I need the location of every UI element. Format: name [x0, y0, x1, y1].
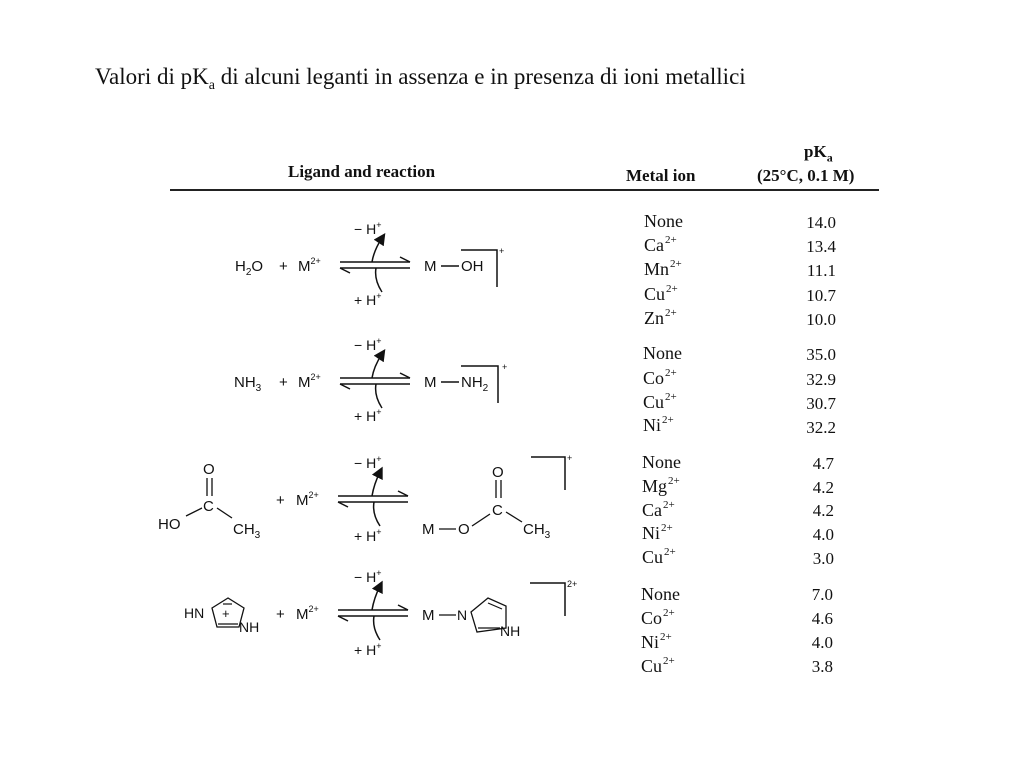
metal-ion: $Cu^{2+}$: [644, 283, 678, 304]
atom-c: C: [492, 502, 503, 519]
header-pka-text: pK: [804, 142, 827, 161]
metal-ion: $Ni^{2+}$: [641, 631, 672, 652]
pka-value: 10.0: [806, 310, 836, 329]
minus-h-label: − H+: [354, 568, 382, 585]
atom-hn: HN: [184, 605, 205, 621]
metal-ion: $Ni^{2+}$: [643, 414, 674, 435]
metal-ion: None: [644, 211, 683, 231]
reaction-water: [235, 220, 504, 308]
pka-value: 32.9: [806, 370, 836, 389]
atom-ho: HO: [158, 516, 181, 533]
title-text-post: di alcuni leganti in assenza e in presenza di ioni metallici: [214, 64, 746, 89]
header-ligand: Ligand and reaction: [288, 162, 436, 181]
pka-value: 3.8: [811, 657, 833, 676]
pka-value: 10.7: [806, 286, 836, 305]
pka-value: 11.1: [806, 261, 836, 280]
metal-ion: None: [642, 452, 681, 472]
metal-ion: $Ni^{2+}$: [642, 522, 673, 543]
product-m: M: [424, 374, 437, 391]
plus-sign: +: [276, 606, 285, 623]
atom-o: O: [203, 461, 215, 478]
plus-sign: +: [276, 492, 285, 509]
product-charge: +: [499, 246, 505, 256]
product-m: M: [424, 258, 437, 275]
pka-value: 4.2: [812, 501, 834, 520]
pka-value: 4.0: [812, 525, 834, 544]
metal-ion: $Cu^{2+}$: [642, 546, 676, 567]
metal-ion: None: [641, 584, 680, 604]
metal-ion: $Mn^{2+}$: [644, 258, 682, 279]
equilibrium-arrow: [338, 472, 408, 526]
pka-value: 35.0: [806, 345, 836, 364]
atom-nh: NH: [500, 623, 521, 639]
metal-m: $M^{2+}$: [298, 256, 321, 275]
atom-ch3: $CH_3$: [233, 521, 261, 541]
pka-value: 14.0: [806, 213, 836, 232]
title-subscript: a: [208, 78, 215, 93]
metal-m: $M^{2+}$: [296, 490, 319, 509]
product-m: M: [422, 521, 435, 538]
nh3-formula: $NH_3$: [234, 374, 262, 394]
minus-h-label: − H+: [354, 336, 382, 353]
header-metal: Metal ion: [626, 166, 696, 185]
reaction-imidazole: [184, 568, 577, 658]
header-pka-conditions: (25°C, 0.1 M): [757, 166, 855, 185]
atom-n: N: [457, 607, 468, 623]
plus-h-label: + H+: [354, 291, 382, 308]
plus-sign: +: [279, 374, 288, 391]
plus-h-label: + H+: [354, 641, 382, 658]
product-nh2: $NH_2$: [461, 374, 489, 394]
equilibrium-arrow: [340, 354, 410, 408]
metal-ion: None: [643, 343, 682, 363]
product-oh: OH: [461, 258, 484, 275]
reaction-acetic-acid: [158, 453, 572, 544]
atom-nh: NH: [239, 619, 260, 635]
metal-ion: $Zn^{2+}$: [644, 307, 677, 328]
pka-value: 4.6: [811, 609, 833, 628]
ring-charge: +: [222, 606, 230, 621]
pka-value: 30.7: [806, 394, 836, 413]
metal-ion: $Mg^{2+}$: [642, 475, 680, 496]
plus-h-label: + H+: [354, 527, 382, 544]
pka-value: 13.4: [806, 237, 836, 256]
pka-value: 4.0: [811, 633, 833, 652]
pka-value: 32.2: [806, 418, 836, 437]
product-charge: 2+: [567, 579, 578, 589]
reaction-ammonia: [234, 336, 507, 424]
pka-value: 4.7: [812, 454, 834, 473]
minus-h-label: − H+: [354, 220, 382, 237]
pka-value: 4.2: [812, 478, 834, 497]
equilibrium-arrow: [338, 586, 408, 640]
equilibrium-arrow: [340, 238, 410, 292]
header-pka-sub: a: [826, 150, 833, 165]
pka-value: 7.0: [811, 585, 833, 604]
metal-m: $M^{2+}$: [298, 372, 321, 391]
metal-ion: $Cu^{2+}$: [641, 655, 675, 676]
metal-ion: $Co^{2+}$: [641, 607, 675, 628]
product-charge: +: [502, 362, 508, 372]
h2o-formula: $H_2O$: [235, 258, 264, 278]
plus-sign: +: [279, 258, 288, 275]
pka-value: 3.0: [812, 549, 834, 568]
plus-h-label: + H+: [354, 407, 382, 424]
metal-ion: $Cu^{2+}$: [643, 391, 677, 412]
product-charge: +: [567, 453, 573, 463]
atom-o: O: [458, 521, 470, 538]
product-m: M: [422, 607, 435, 624]
atom-ch3: $CH_3$: [523, 521, 551, 541]
metal-ion: $Co^{2+}$: [643, 367, 677, 388]
metal-ion: $Ca^{2+}$: [644, 234, 677, 255]
metal-m: $M^{2+}$: [296, 604, 319, 623]
title-text-pre: Valori di pK: [95, 64, 209, 89]
atom-c: C: [203, 498, 214, 515]
metal-ion: $Ca^{2+}$: [642, 499, 675, 520]
atom-o: O: [492, 464, 504, 481]
minus-h-label: − H+: [354, 454, 382, 471]
